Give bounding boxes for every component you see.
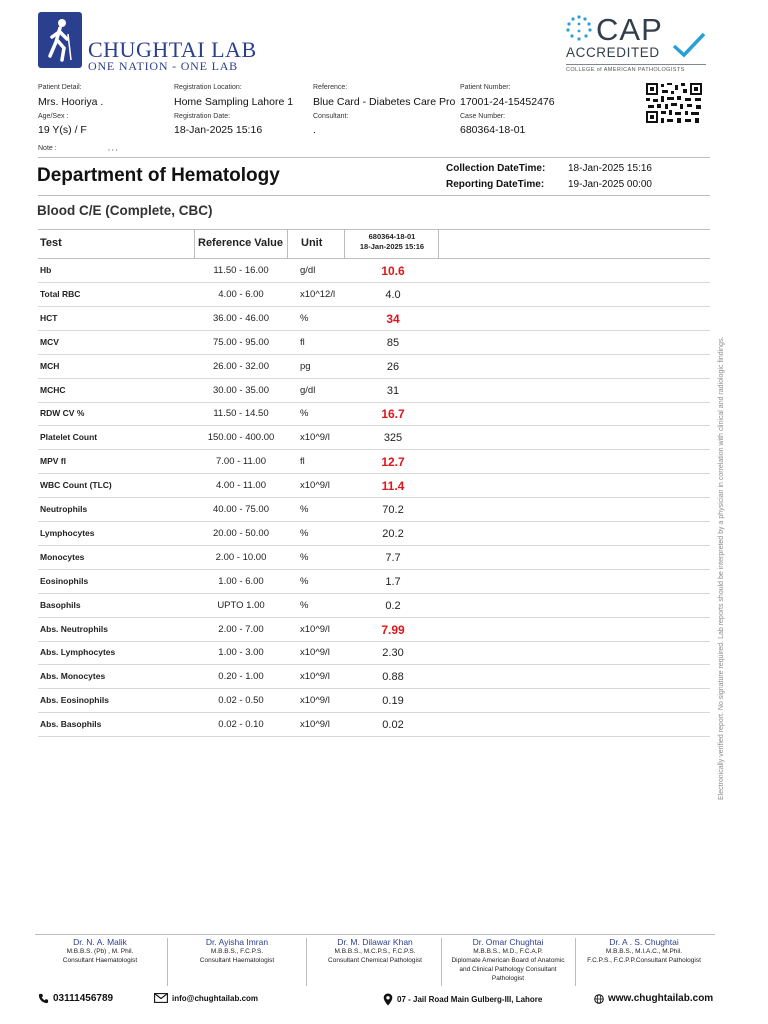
test-name: WBC Count (TLC): [40, 480, 112, 491]
doctor-signature-1: [38, 938, 162, 965]
result-value: 12.7: [381, 455, 405, 470]
reference-range: UPTO 1.00: [217, 599, 265, 611]
collection-datetime-label: Collection DateTime:: [446, 163, 546, 174]
unit: g/dl: [300, 265, 316, 276]
doctor-qualification: M.B.B.S., M.C.P.S., F.C.P.S.: [334, 948, 416, 955]
test-name: Monocytes: [40, 551, 85, 562]
table-row: [38, 713, 710, 737]
result-value: 325: [383, 432, 403, 445]
result-value: 0.19: [382, 695, 404, 708]
doctor-signature-5: [576, 938, 712, 965]
reference-range: 0.02 - 0.50: [218, 695, 264, 707]
doctor-qualification: M.B.B.S., M.I.A.C., M.Phil.: [605, 948, 683, 955]
cap-accredited: ACCREDITED: [566, 45, 660, 60]
test-name: RDW CV %: [40, 408, 85, 419]
table-row: [38, 450, 710, 474]
table-row: [38, 594, 710, 618]
footer-separator: [167, 938, 168, 986]
doctor-title: Consultant Chemical Pathologist: [328, 957, 422, 964]
unit: x10^9/l: [300, 671, 330, 683]
table-row: [38, 546, 710, 570]
reference-range: 7.00 - 11.00: [215, 456, 266, 468]
test-name: Total RBC: [40, 288, 81, 299]
checkmark-icon: [672, 32, 706, 58]
table-row: [38, 402, 710, 426]
unit: x10^9/l: [300, 719, 330, 731]
table-row: [38, 283, 710, 307]
result-value: 85: [386, 336, 400, 349]
website-url: www.chughtailab.com: [608, 993, 714, 1004]
registration-date-value: 18-Jan-2025 15:16: [174, 124, 263, 136]
result-value: 16.7: [381, 407, 405, 422]
unit: x10^9/l: [300, 623, 330, 635]
result-value: 7.7: [385, 551, 401, 564]
verification-disclaimer: Electronically verified report. No signature required. Lab reports should be interpreted by a physician in correlation with clinical and radiologic findings.: [718, 336, 725, 800]
contact-website[interactable]: [594, 993, 713, 1004]
test-name: Abs. Basophils: [40, 719, 102, 730]
unit: %: [300, 527, 309, 539]
table-row: [38, 426, 710, 450]
result-value: 20.2: [382, 527, 404, 540]
reference-range: 36.00 - 46.00: [213, 312, 269, 324]
column-separator: [287, 230, 288, 258]
doctor-qualification: M.B.B.S. (Pb) , M. Phil.: [66, 948, 134, 955]
table-row: [38, 641, 710, 665]
test-name: Lymphocytes: [40, 527, 95, 538]
reference-range: 75.00 - 95.00: [213, 336, 269, 348]
test-name: MCH: [40, 360, 60, 371]
column-separator: [344, 230, 345, 258]
result-value: 0.02: [382, 719, 404, 732]
patient-number-value: 17001-24-15452476: [460, 96, 555, 108]
footer-rule: [35, 934, 715, 935]
unit: %: [300, 408, 309, 420]
doctor-title: Consultant Haematologist: [62, 957, 138, 964]
unit: fl: [300, 456, 305, 468]
reference-range: 30.00 - 35.00: [213, 384, 269, 396]
footer-separator: [306, 938, 307, 986]
lab-name: CHUGHTAI LAB: [88, 37, 257, 62]
reference-range: 4.00 - 11.00: [215, 480, 266, 492]
result-value: 26: [386, 360, 400, 373]
test-panel-title: Blood C/E (Complete, CBC): [37, 203, 213, 218]
test-name: Platelet Count: [40, 432, 98, 443]
cap-accreditation-logo: [560, 12, 708, 78]
reference-range: 26.00 - 32.00: [213, 360, 269, 372]
divider: [38, 157, 710, 158]
registration-location-label: Registration Location:: [174, 84, 242, 91]
result-value: 11.4: [381, 479, 405, 494]
address-text: 07 - Jail Road Main Gulberg-III, Lahore: [397, 995, 543, 1004]
doctor-name: Dr. Ayisha Imran: [205, 937, 269, 947]
unit: x10^9/l: [300, 695, 330, 707]
table-row: [38, 498, 710, 522]
reference-range: 0.02 - 0.10: [218, 719, 264, 731]
reporting-datetime-value: 19-Jan-2025 00:00: [568, 179, 652, 190]
table-row: [38, 665, 710, 689]
phone-icon: [38, 993, 49, 1004]
patient-detail-label: Patient Detail:: [38, 84, 82, 91]
registration-date-label: Registration Date:: [174, 113, 231, 120]
result-value: 31: [386, 384, 400, 397]
qr-code-icon: [645, 82, 703, 124]
doctor-signature-2: [170, 938, 304, 965]
unit: %: [300, 599, 309, 611]
doctor-title: and Clinical Pathology Consultant: [459, 966, 557, 973]
table-row: [38, 379, 710, 403]
test-name: Neutrophils: [40, 504, 88, 514]
registration-location-value: Home Sampling Lahore 1: [174, 96, 294, 108]
doctor-name: Dr. N. A. Malik: [73, 937, 127, 947]
unit: %: [300, 575, 309, 587]
note-label: Note :: [38, 145, 57, 152]
reference-range: 1.00 - 6.00: [218, 575, 264, 587]
test-name: Abs. Monocytes: [40, 671, 106, 682]
doctor-title: F.C.P.S., F.C.P.P.Consultant Pathologist: [587, 957, 701, 964]
lab-tagline: ONE NATION - ONE LAB: [88, 59, 238, 73]
patient-name: Mrs. Hooriya .: [38, 96, 104, 108]
reference-label: Reference:: [313, 84, 348, 91]
table-row: [38, 355, 710, 379]
test-name: Hb: [40, 265, 52, 275]
contact-email[interactable]: [154, 993, 258, 1003]
email-icon: [154, 993, 168, 1003]
result-value: 2.30: [382, 647, 404, 660]
test-name: Basophils: [40, 599, 81, 610]
case-number-value: 680364-18-01: [460, 124, 526, 136]
test-name: Abs. Lymphocytes: [40, 647, 116, 658]
reference-range: 150.00 - 400.00: [207, 432, 275, 444]
column-header-test: Test: [40, 237, 62, 249]
walking-man-logo-icon: [38, 12, 82, 68]
test-name: Abs. Eosinophils: [40, 695, 109, 706]
location-pin-icon: [383, 993, 393, 1006]
table-top-rule: [38, 229, 710, 230]
unit: fl: [300, 336, 305, 348]
collection-datetime-value: 18-Jan-2025 15:16: [568, 163, 652, 174]
reporting-datetime-label: Reporting DateTime:: [446, 179, 545, 190]
result-sample-date: 18-Jan-2025 15:16: [359, 242, 425, 251]
table-row: [38, 474, 710, 498]
unit: %: [300, 312, 309, 324]
consultant-label: Consultant:: [313, 113, 349, 120]
department-title: Department of Hematology: [37, 165, 280, 186]
table-row: [38, 522, 710, 546]
column-separator: [194, 230, 195, 258]
doctor-qualification: M.B.B.S., F.C.P.S.: [210, 948, 264, 955]
cap-divider: [566, 64, 706, 65]
reference-range: 11.50 - 16.00: [213, 265, 269, 276]
doctor-name: Dr. A . S. Chughtai: [609, 937, 679, 947]
patient-number-label: Patient Number:: [460, 84, 511, 91]
doctor-name: Dr. Omar Chughtai: [472, 937, 544, 947]
reference-range: 11.50 - 14.50: [213, 408, 269, 420]
test-name: MCHC: [40, 384, 66, 395]
table-row: [38, 307, 710, 331]
table-row: [38, 618, 710, 642]
doctor-title: Pathologist: [491, 975, 525, 982]
test-name: HCT: [40, 312, 58, 323]
doctor-signature-3: [309, 938, 441, 965]
age-sex-value: 19 Y(s) / F: [38, 124, 87, 136]
reference-range: 2.00 - 7.00: [218, 623, 264, 635]
reference-range: 40.00 - 75.00: [213, 504, 269, 515]
case-number-label: Case Number:: [460, 113, 506, 120]
result-value: 34: [386, 311, 400, 326]
consultant-value: .: [313, 124, 316, 136]
unit: x10^9/l: [300, 647, 330, 659]
test-name: Abs. Neutrophils: [40, 623, 109, 634]
unit: x10^12/l: [300, 288, 336, 300]
table-row: [38, 570, 710, 594]
doctor-name: Dr. M. Dilawar Khan: [337, 937, 413, 947]
column-header-unit: Unit: [301, 237, 323, 249]
result-value: 10.6: [381, 264, 405, 278]
test-name: MCV: [40, 336, 59, 347]
result-sample-id: 680364-18-01: [368, 232, 416, 241]
reference-range: 0.20 - 1.00: [218, 671, 264, 683]
divider: [38, 195, 710, 196]
result-value: 0.2: [385, 599, 401, 612]
unit: pg: [300, 360, 311, 372]
doctor-qualification: M.B.B.S., M.D., F.C.A.P.: [473, 948, 543, 955]
contact-phone[interactable]: [38, 993, 113, 1004]
reference-range: 2.00 - 10.00: [215, 551, 267, 563]
result-value: 4.0: [385, 288, 401, 301]
result-value: 70.2: [382, 504, 404, 516]
reference-range: 4.00 - 6.00: [218, 288, 264, 300]
reference-range: 20.00 - 50.00: [213, 527, 269, 539]
cap-dots-icon: [564, 14, 594, 42]
unit: %: [300, 504, 309, 515]
result-value: 1.7: [385, 575, 401, 588]
reference-value: Blue Card - Diabetes Care Pro: [313, 96, 456, 108]
email-address: info@chughtailab.com: [172, 993, 259, 1003]
column-header-reference: Reference Value: [198, 237, 283, 249]
unit: %: [300, 551, 309, 563]
contact-address: [383, 993, 542, 1006]
column-header-result: [346, 232, 438, 252]
result-value: 0.88: [382, 671, 404, 684]
unit: x10^9/l: [300, 480, 330, 492]
table-row: [38, 689, 710, 713]
table-row: [38, 259, 710, 283]
cap-footer: COLLEGE of AMERICAN PATHOLOGISTS: [566, 67, 685, 73]
cap-title: CAP: [596, 12, 663, 47]
doctor-signature-4: [442, 938, 574, 983]
test-name: Eosinophils: [40, 575, 89, 586]
table-row: [38, 331, 710, 355]
chughtai-lab-logo: [38, 12, 278, 72]
note-value: , , ,: [108, 145, 118, 152]
result-value: 7.99: [381, 622, 405, 637]
reference-range: 1.00 - 3.00: [218, 647, 264, 659]
doctor-title: Diplomate American Board of Anatomic: [451, 957, 565, 964]
test-name: MPV fl: [40, 456, 66, 467]
column-separator: [438, 230, 439, 258]
doctor-title: Consultant Haematologist: [199, 957, 275, 964]
phone-number: 03111456789: [53, 993, 114, 1004]
age-sex-label: Age/Sex :: [38, 113, 69, 120]
unit: g/dl: [300, 384, 316, 396]
unit: x10^9/l: [300, 432, 330, 444]
globe-icon: [594, 994, 604, 1004]
